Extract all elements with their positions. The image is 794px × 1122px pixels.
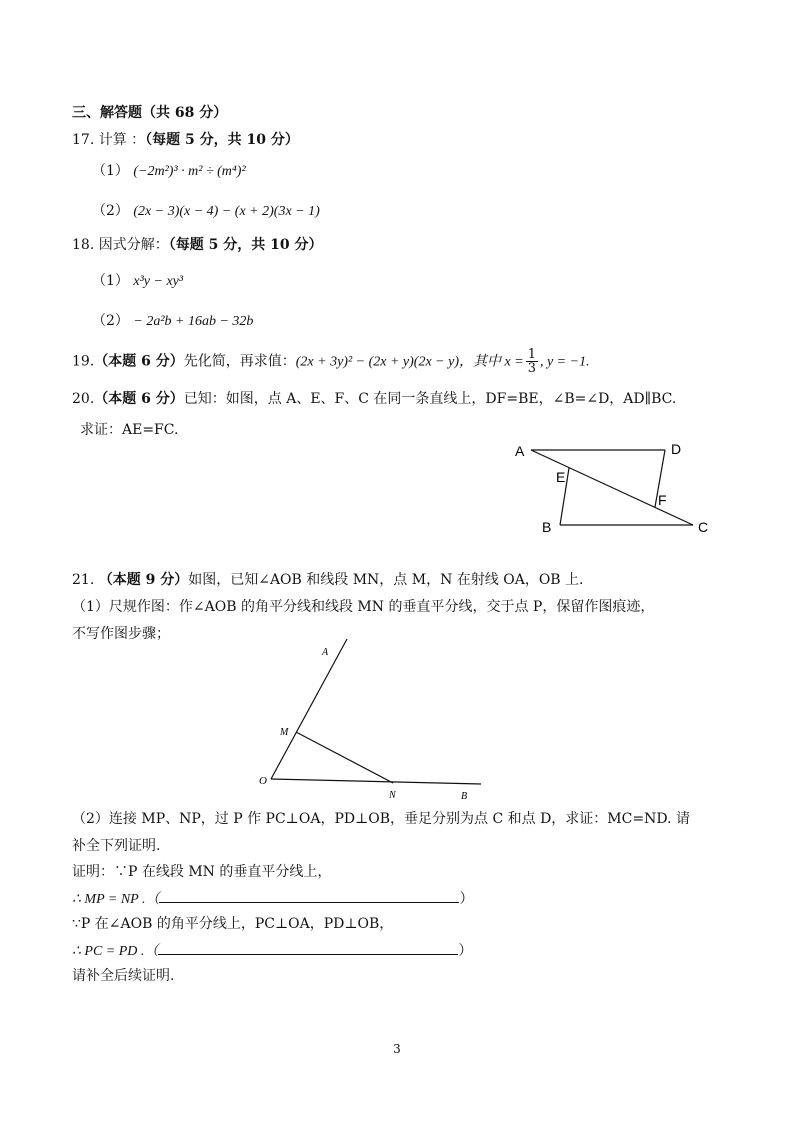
q18-score: （每题 5 分，共 10 分） (168, 237, 323, 253)
q17-part2 (92, 201, 320, 222)
q21-label-m: M (280, 727, 289, 738)
q21-proof-blank-2[interactable] (158, 940, 458, 955)
q17-part2-expression: (2x − 3)(x − 4) − (x + 2)(3x − 1) (133, 204, 320, 219)
q21-text: 如图，已知∠AOB 和线段 MN，点 M，N 在射线 OA，OB 上. (188, 572, 584, 588)
q17-part1-expression: (−2m²)³ · m² ÷ (m⁴)² (133, 164, 246, 179)
q19-score: （本题 6 分） (94, 353, 184, 370)
q21-line (72, 570, 584, 590)
q21-label-b: B (461, 791, 468, 802)
q19-condition-pre: ，其中 x = (459, 354, 524, 370)
q19-fraction-numerator: 1 (527, 347, 536, 362)
q21-label-o: O (259, 775, 267, 787)
q18-part2-label: （2） (92, 313, 129, 329)
q19-expression: (2x + 3y)² − (2x + y)(2x − y) (295, 354, 460, 370)
q17-header (72, 130, 299, 150)
q17-part1 (92, 161, 246, 182)
q21-proof-line2 (72, 888, 473, 910)
q21-proof-line3: ∵P 在∠AOB 的角平分线上，PC⊥OA，PD⊥OB， (72, 916, 394, 932)
q21-proof-blank-1-close: ） (459, 891, 474, 907)
q21-proof-line2-text: ∴ MP = NP .（ (72, 892, 160, 907)
q20-label-f: F (658, 492, 667, 508)
q21-part1-cont: 不写作图步骤； (72, 626, 170, 642)
q19-text: 先化简，再求值： (183, 353, 296, 370)
q20-segment-ac (531, 450, 693, 525)
q19-line (72, 348, 590, 375)
q21-part1: （1）尺规作图：作∠AOB 的角平分线和线段 MN 的垂直平分线，交于点 P，保留作图痕迹， (72, 599, 655, 615)
q19-number: 19. (72, 353, 95, 370)
q21-part2-cont: 补全下列证明. (72, 838, 161, 854)
q21-proof-blank-2-close: ） (458, 943, 473, 959)
q21-part2: （2）连接 MP、NP，过 P 作 PC⊥OA，PD⊥OB，垂足分别为点 C 和点 D，求证：MC=ND. 请 (72, 811, 690, 827)
q21-number: 21. (72, 572, 95, 588)
q18-number: 18. (72, 237, 95, 253)
q20-label-e: E (556, 469, 566, 485)
q21-proof-blank-1[interactable] (159, 888, 459, 903)
q20-label-b: B (542, 519, 552, 535)
q20-label-d: D (671, 441, 682, 457)
q17-number: 17. (72, 132, 95, 148)
q17-part1-label: （1） (92, 163, 129, 179)
q21-segment-mn (296, 732, 393, 783)
q18-header (72, 235, 322, 255)
q20-text: 已知：如图，点 A、E、F、C 在同一条直线上，DF=BE，∠B=∠D，AD∥BC. (183, 391, 677, 407)
q20-score: （本题 6 分） (94, 391, 184, 407)
q20-figure (500, 435, 730, 540)
q19-fraction-denominator: 3 (527, 361, 536, 376)
q17-title: 计算 ： (98, 132, 146, 148)
q18-part2-expression: − 2a²b + 16ab − 32b (133, 314, 254, 329)
q21-proof-line4 (72, 940, 472, 962)
q19-fraction (526, 348, 538, 375)
q21-proof-line1: 证明：∵P 在线段 MN 的垂直平分线上， (72, 864, 332, 880)
q20-number: 20. (72, 391, 95, 407)
q20-label-a: A (515, 443, 525, 459)
q18-part1 (92, 271, 183, 292)
q18-title: 因式分解： (98, 237, 169, 253)
q18-part1-expression: x³y − xy³ (133, 274, 184, 289)
q20-line (72, 389, 676, 409)
q21-figure (250, 635, 495, 805)
q19-condition-post: , y = −1. (539, 354, 590, 370)
q17-score: （每题 5 分，共 10 分） (145, 132, 299, 148)
q17-part2-label: （2） (92, 203, 129, 219)
q20-prove: 求证：AE=FC. (80, 422, 179, 438)
q20-label-c: C (698, 519, 709, 535)
q21-proof-line4-text: ∴ PC = PD .（ (72, 944, 159, 959)
section-title: 三、解答题（共 68 分） (72, 105, 228, 121)
q21-label-a: A (322, 647, 329, 658)
q21-proof-line5: 请补全后续证明. (72, 968, 175, 984)
q18-part1-label: （1） (92, 273, 129, 289)
q21-ray-oa (271, 639, 347, 779)
q21-label-n: N (389, 790, 396, 801)
page-number: 3 (393, 1042, 401, 1056)
q21-ray-ob (271, 779, 481, 784)
q21-score: （本题 9 分） (98, 572, 189, 588)
q18-part2 (92, 311, 253, 332)
